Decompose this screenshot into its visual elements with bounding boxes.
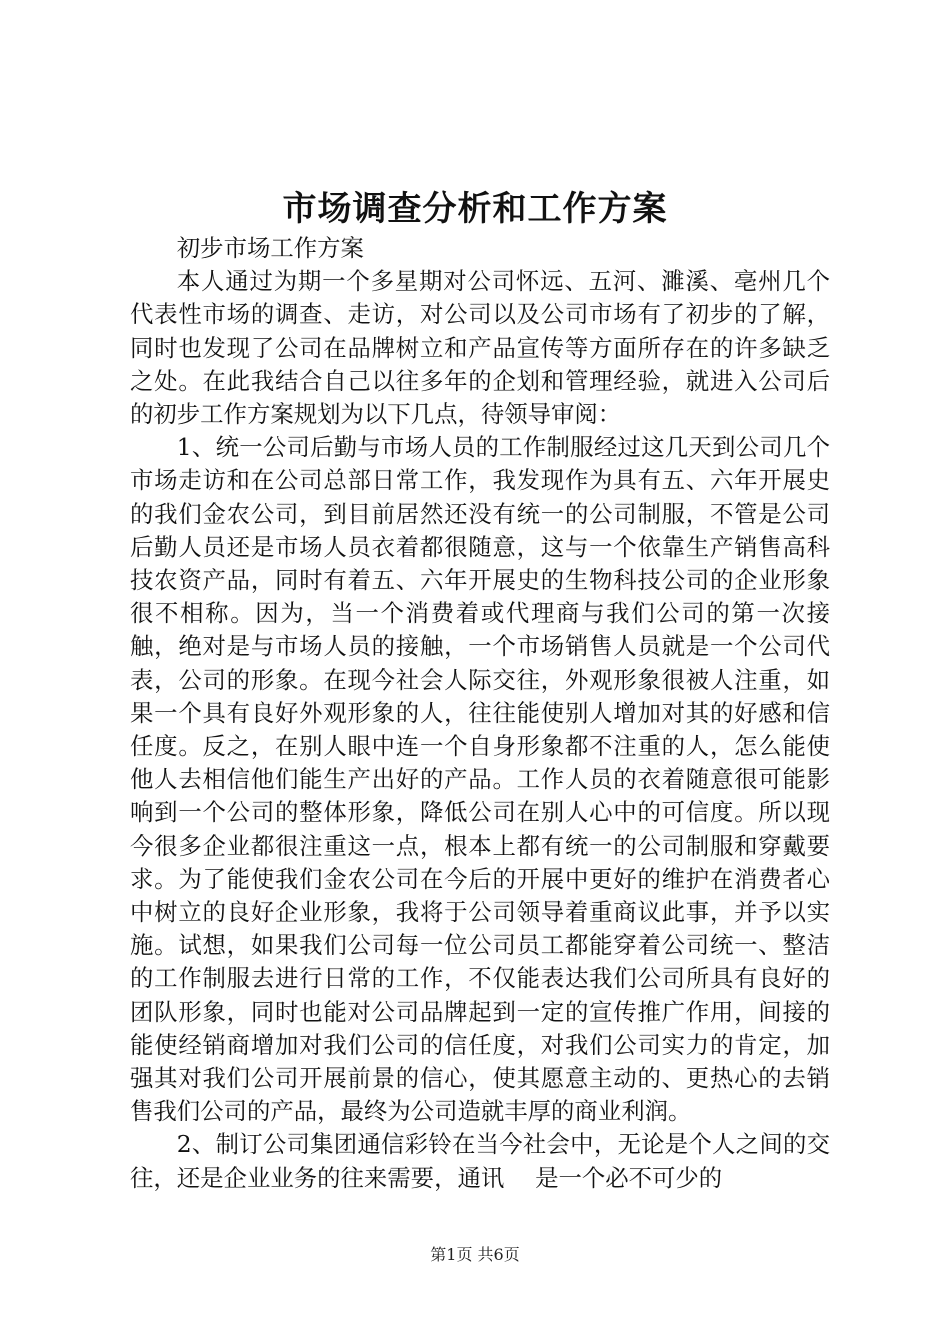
document-title: 市场调查分析和工作方案 — [282, 189, 668, 229]
page-number-footer: 第1页 共6页 — [430, 1245, 520, 1264]
paragraph-uniform: 1、统一公司后勤与市场人员的工作制服经过这几天到公司几个市场走访和在公司总部日常工作，我发现作为具有五、六年开展史的我们金农公司，到目前居然还没有统一的公司制服，不管是公司后勤人员还是市场人员衣着都很随意，这与一个依靠生产销售高科技农资产品，同时有着五、六年开展史的生物科技公司的企业形象很不相称。因为，当一个消费着或代理商与我们公司的第一次接触，绝对是与市场人员的接触，一个市场销售人员就是一个公司代表，公司的形象。在现今社会人际交往，外观形象很被人注重，如果一个具有良好外观形象的人，往往能使别人增加对其的好感和信任度。反之，在别人眼中连一个自身形象都不注重的人，怎么能使他人去相信他们能生产出好的产品。工作人员的衣着随意很可能影响到一个公司的整体形象，降低公司在别人心中的可信度。所以现今很多企业都很注重这一点，根本上都有统一的公司制服和穿戴要求。为了能使我们金农公司在今后的开展中更好的维护在消费者心中树立的良好企业形象，我将于公司领导着重商议此事，并予以实施。试想，如果我们公司每一位公司员工都能穿着公司统一、整洁的工作制服去进行日常的工作，不仅能表达我们公司所具有良好的团队形象，同时也能对公司品牌起到一定的宣传推广作用，间接的能使经销商增加对我们公司的信任度，对我们公司实力的肯定，加强其对我们公司开展前景的信心，使其愿意主动的、更热心的去销售我们公司的产品，最终为公司造就丰厚的商业利润。 — [130, 433, 830, 1126]
paragraph-intro: 本人通过为期一个多星期对公司怀远、五河、濉溪、亳州几个代表性市场的调查、走访，对公司以及公司市场有了初步的了解，同时也发现了公司在品牌树立和产品宣传等方面所存在的许多缺乏之处。在此我结合自己以往多年的企划和管理经验，就进入公司后的初步工作方案规划为以下几点，待领导审阅： — [130, 267, 830, 429]
document-body — [130, 232, 830, 1195]
paragraph-ringtone: 2、制订公司集团通信彩铃在当今社会中，无论是个人之间的交往，还是企业业务的往来需要，通讯 是一个必不可少的 — [130, 1130, 830, 1192]
document-subtitle: 初步市场工作方案 — [176, 234, 364, 262]
